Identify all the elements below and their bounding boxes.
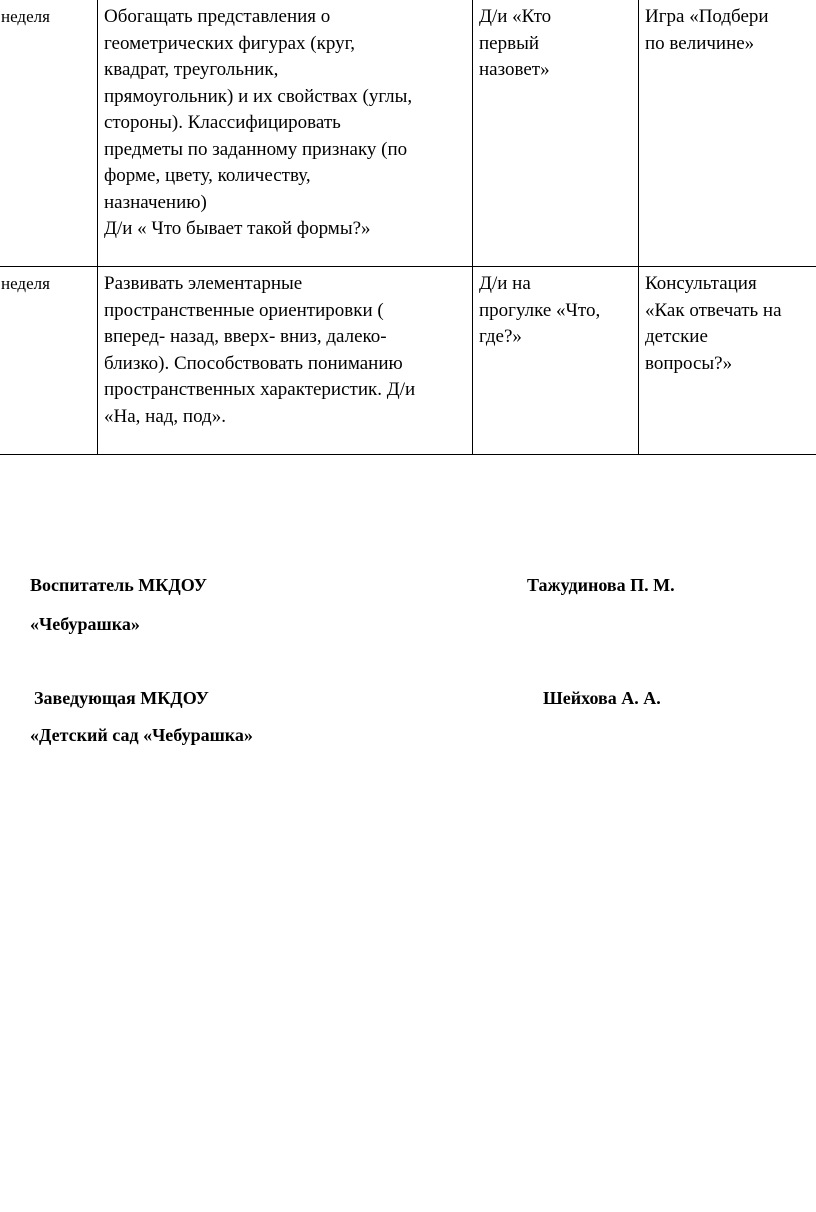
content-line: Обогащать представления о bbox=[104, 6, 331, 27]
content-line: Развивать элементарные bbox=[104, 273, 303, 294]
parents-line: Консультация bbox=[645, 273, 757, 294]
content-line: назначению) bbox=[104, 191, 207, 213]
parents-line: вопросы?» bbox=[645, 352, 733, 374]
head-name: Шейхова А. А. bbox=[543, 688, 661, 708]
teacher-organization: «Чебурашка» bbox=[30, 614, 140, 634]
content-line: «На, над, под». bbox=[104, 405, 226, 427]
head-organization: «Детский сад «Чебурашка» bbox=[30, 725, 253, 745]
week-label: неделя bbox=[1, 7, 50, 26]
parents-line: «Как отвечать на bbox=[645, 299, 782, 321]
game-line: Д/и «Кто bbox=[479, 6, 552, 27]
content-line: Д/и « Что бывает такой формы?» bbox=[104, 218, 371, 239]
content-line: форме, цвету, количеству, bbox=[104, 165, 311, 186]
content-line: вперед- назад, вверх- вниз, далеко- bbox=[104, 326, 387, 347]
teacher-name: Тажудинова П. М. bbox=[527, 575, 675, 595]
teacher-position: Воспитатель МКДОУ bbox=[30, 575, 207, 595]
game-line: где?» bbox=[479, 326, 522, 347]
content-line: пространственные ориентировки ( bbox=[104, 299, 384, 321]
game-line: назовет» bbox=[479, 59, 550, 80]
content-line: предметы по заданному признаку (по bbox=[104, 138, 408, 160]
content-line: пространственных характеристик. Д/и bbox=[104, 379, 416, 400]
content-line: стороны). Классифицировать bbox=[104, 112, 341, 133]
game-line: прогулке «Что, bbox=[479, 299, 601, 321]
parents-line: Игра «Подбери bbox=[645, 6, 769, 27]
content-line: геометрических фигурах (круг, bbox=[104, 32, 355, 54]
parents-line: детские bbox=[645, 326, 708, 347]
game-line: первый bbox=[479, 32, 540, 54]
head-position: Заведующая МКДОУ bbox=[34, 688, 209, 708]
parents-line: по величине» bbox=[645, 32, 755, 54]
game-line: Д/и на bbox=[479, 273, 531, 294]
content-line: прямоугольник) и их свойствах (углы, bbox=[104, 85, 413, 107]
week-label: неделя bbox=[1, 274, 50, 293]
content-line: близко). Способствовать пониманию bbox=[104, 352, 403, 374]
content-line: квадрат, треугольник, bbox=[104, 59, 279, 80]
